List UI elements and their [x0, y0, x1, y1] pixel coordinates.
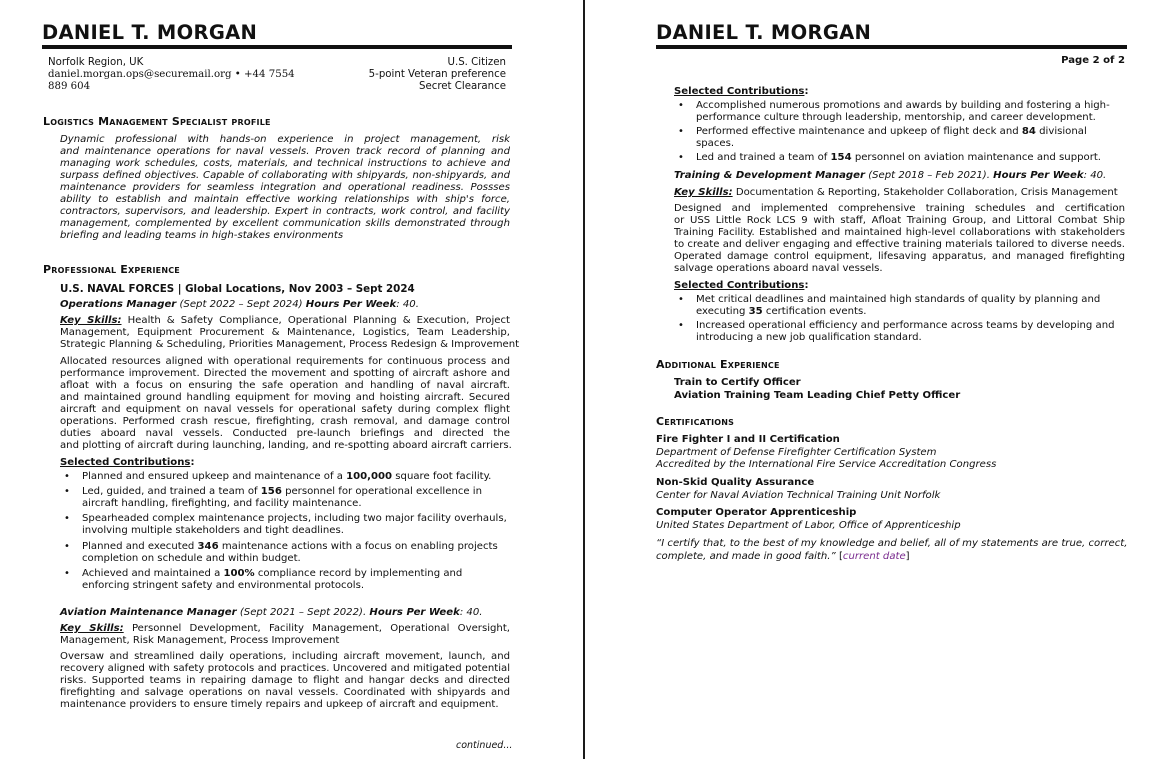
header-rule	[42, 45, 512, 49]
role2-title: Aviation Maintenance Manager	[60, 607, 237, 618]
certification-item	[656, 434, 996, 472]
citizenship: U.S. Citizen	[447, 57, 506, 68]
current-date-placeholder[interactable]: current date	[842, 550, 906, 562]
desc-line: maintenance providers to ensure timely repairs and upkeep of aircraft and equipment.	[60, 698, 499, 710]
role3-description	[674, 203, 1125, 275]
profile-line: maintenance providers for seamless integration and operational readiness. Possses	[60, 181, 510, 193]
role3-title: Training & Development Manager	[674, 170, 865, 181]
desc-line: and maintained ground handling equipment for moving and hoisting aircraft. Secured	[60, 391, 510, 403]
role1-dates: (Sept 2022 – Sept 2024)	[176, 299, 306, 310]
bullet-text: Performed effective maintenance and upkeep of flight deck and	[696, 125, 1022, 137]
page-number: Page 2 of 2	[1061, 55, 1125, 66]
list-item	[674, 320, 1125, 344]
contributions-label: Selected Contributions	[674, 280, 805, 291]
bullet-text: divisional spaces.	[696, 125, 1087, 149]
role3-hours-value: : 40.	[1083, 170, 1107, 181]
continued-note: continued...	[456, 740, 513, 751]
candidate-name: DANIEL T. MORGAN	[42, 21, 258, 44]
skills-text: Health & Safety Compliance, Operational Planning & Execution, Project	[121, 315, 510, 326]
list-item	[674, 100, 1125, 124]
skills-text: Documentation & Reporting, Stakeholder Collaboration, Crisis Management	[732, 187, 1118, 198]
list-item	[60, 471, 510, 483]
role2-header	[60, 607, 482, 618]
additional-item: Aviation Training Team Leading Chief Petty Officer	[674, 390, 961, 401]
contact-location: Norfolk Region, UK	[48, 57, 144, 68]
key-skills-label: Key Skills:	[60, 315, 122, 326]
role2-description	[60, 651, 510, 711]
role1-hours-label: Hours Per Week	[305, 299, 397, 310]
skills-text: Management, Equipment Procurement & Maintenance, Logistics, Team Leadership,	[60, 326, 510, 338]
profile-line: briefing and leading teams in high-stakes environments	[60, 229, 344, 241]
desc-line: Allocated resources aligned with operational requirements for continuous process and	[60, 356, 510, 367]
bullet-figure: 100,000	[346, 471, 393, 482]
contributions-label: Selected Contributions	[60, 457, 191, 468]
bullet-figure: 156	[260, 486, 282, 498]
role1-hours-value: : 40.	[396, 299, 419, 310]
certification-title: Fire Fighter I and II Certification	[656, 434, 840, 445]
role2-hours-label: Hours Per Week	[369, 607, 460, 618]
certification-accreditor: Accredited by the International Fire Service Accreditation Congress	[656, 459, 997, 471]
role3-header	[674, 170, 1106, 181]
additional-experience-heading: Additional Experience	[656, 358, 780, 371]
skills-text: Personnel Development, Facility Management, Operational Oversight,	[131, 623, 510, 634]
contributions-heading: Selected Contributions:	[674, 280, 809, 291]
bullet-text: Planned and executed	[82, 540, 198, 552]
list-item	[60, 568, 510, 592]
desc-line: aircraft and equipment on naval vessels for operational safety during complex flight	[60, 403, 510, 415]
certification-title: Non-Skid Quality Assurance	[656, 477, 815, 488]
header-rule	[656, 45, 1127, 49]
profile-heading: Logistics Management Specialist profile	[43, 115, 271, 128]
contributions-heading: Selected Contributions:	[60, 457, 195, 468]
profile-line: and maintenance operations for naval vessels. Proven track record of planning and	[60, 145, 510, 157]
desc-line: risks. Supported teams in repairing damage to flight and hangar decks and directed	[60, 674, 510, 686]
certification-title: Computer Operator Apprenticeship	[656, 507, 857, 518]
experience-heading: Professional Experience	[43, 263, 180, 276]
contact-block-right	[369, 56, 506, 92]
desc-line: duties aboard naval vessels. Conducted pre-launch briefings and directed the	[60, 427, 510, 439]
desc-line: recovery aligned with safety protocols and practices. Uncovered and mitigated potential	[60, 662, 510, 674]
statement-line: complete, and made in good faith.”	[656, 550, 836, 562]
role2-dates: (Sept 2021 – Sept 2022).	[236, 607, 370, 618]
key-skills-label: Key Skills:	[60, 623, 124, 634]
clearance: Secret Clearance	[418, 80, 506, 92]
role2-key-skills	[60, 623, 510, 647]
role3-hours-label: Hours Per Week	[993, 170, 1084, 181]
list-item	[60, 513, 510, 537]
desc-line: Oversaw and streamlined daily operations, including aircraft movement, launch, and	[60, 651, 510, 662]
certifications-heading: Certifications	[656, 415, 735, 428]
contact-block-left	[48, 56, 295, 92]
desc-line: firefighting and salvage operations on naval vessels. Coordinated with shipyards and	[60, 686, 510, 698]
profile-line: contractors, supervisors, and leadership. Expert in contracts, work control, and facility	[60, 205, 510, 217]
role1-header	[60, 299, 419, 310]
additional-item: Train to Certify Officer	[674, 377, 801, 388]
bullet-text: Met critical deadlines and maintained high standards of quality by planning and executing	[696, 294, 1101, 317]
profile-line: managing work schedules, costs, materials, and technical instructions to achieve and	[60, 157, 510, 169]
desc-line: and plotting of aircraft during launching, landing, and re-spotting aboard aircraft carriers.	[60, 439, 512, 451]
bullet-text: Spearheaded complex maintenance projects, including two major facility overhauls, involving multiple stakeholders and tight deadlines.	[82, 513, 507, 537]
bullet-text: personnel for operational excellence in aircraft handling, firefighting, and facility maintenance.	[82, 486, 483, 510]
desc-line: afloat with a focus on ensuring the safe operation and handling of naval aircraft.	[60, 379, 510, 391]
bullet-figure: 35	[748, 305, 763, 317]
bullet-text: Achieved and maintained a	[82, 567, 224, 579]
desc-line: Operated damage control equipment, lifesaving apparatus, and managed firefighting	[674, 250, 1125, 262]
bullet-text: maintenance actions with a focus on enabling projects completion on schedule and within budget.	[82, 540, 498, 564]
role1-contributions-list	[60, 471, 510, 595]
contributions-label: Selected Contributions	[674, 86, 805, 97]
skills-text: Strategic Planning & Scheduling, Priorities Management, Process Redesign & Improvement	[60, 338, 520, 350]
profile-summary	[60, 134, 510, 241]
list-item	[674, 126, 1125, 150]
bullet-text: Accomplished numerous promotions and awards by building and fostering a high-performance culture through leadership, mentorship, and career development.	[696, 100, 1110, 123]
bullet-text: personnel on aviation maintenance and support.	[851, 151, 1102, 163]
veteran-preference: 5-point Veteran preference	[368, 68, 506, 80]
desc-line: performance improvement. Directed the movement and spotting of aircraft ashore and	[60, 367, 510, 379]
bullet-text: Led, guided, and trained a team of	[82, 486, 261, 498]
bullet-figure: 346	[197, 540, 219, 552]
role1-key-skills	[60, 315, 520, 351]
certification-item	[656, 507, 961, 532]
role2-contributions-list	[674, 100, 1125, 166]
desc-line: or USS Little Rock LCS 9 with staff, Afloat Training Group, and Littoral Combat Ship	[674, 214, 1125, 226]
certification-issuer: Center for Naval Aviation Technical Training Unit Norfolk	[656, 489, 941, 501]
bullet-figure: 154	[830, 151, 852, 163]
role3-contributions-list	[674, 294, 1125, 346]
profile-line: management, complemented by excellent communication skills demonstrated through	[60, 217, 510, 229]
list-item	[60, 541, 510, 565]
list-item	[674, 294, 1125, 318]
profile-line: ability to establish and maintain effective working relationships with ship's force,	[60, 193, 510, 205]
role2-hours-value: : 40.	[459, 607, 483, 618]
contact-email-phone: daniel.morgan.ops@securemail.org • +44 7554	[48, 68, 295, 80]
key-skills-label: Key Skills:	[674, 187, 733, 198]
bullet-text: Increased operational efficiency and performance across teams by developing and introducing a new job qualification standard.	[696, 319, 1115, 343]
desc-line: Training Facility. Established and maintained high-level collaborations with stakeholders	[674, 226, 1125, 238]
contact-phone-cont: 889 604	[48, 80, 91, 92]
bullet-figure: 100%	[223, 567, 255, 579]
profile-line: Dynamic professional with hands-on experience in project management, risk	[60, 134, 510, 145]
skills-text: Management, Risk Management, Process Improvement	[60, 634, 340, 646]
employer-line: U.S. NAVAL FORCES | Global Locations, Nov 2003 – Sept 2024	[60, 283, 415, 295]
bullet-text: compliance record by implementing and enforcing stringent safety and environmental protocols.	[82, 567, 463, 591]
candidate-name: DANIEL T. MORGAN	[656, 21, 872, 44]
desc-line: Designed and implemented comprehensive training schedules and certification	[674, 203, 1125, 214]
certification-item	[656, 477, 940, 502]
desc-line: to create and deliver engaging and effective training materials tailored to diverse needs.	[674, 238, 1125, 250]
statement-line: “I certify that, to the best of my knowledge and belief, all of my statements are true, correct,	[656, 538, 1128, 549]
profile-line: surpass defined objectives. Capable of collaborating with shipyards, non-shipyards, and	[60, 169, 510, 181]
role1-title: Operations Manager	[60, 299, 177, 310]
bullet-text: certification events.	[762, 305, 867, 317]
bullet-text: Planned and ensured upkeep and maintenance of a	[82, 471, 347, 482]
role3-dates: (Sept 2018 – Feb 2021).	[864, 170, 994, 181]
bullet-text: square foot facility.	[392, 471, 492, 482]
list-item	[60, 486, 510, 510]
role3-key-skills	[674, 187, 1118, 198]
desc-line: operations. Performed crash rescue, firefighting, crash removal, and damage control	[60, 415, 510, 427]
bullet-figure: 84	[1021, 125, 1036, 137]
bracket: [	[835, 550, 843, 562]
list-item	[674, 152, 1125, 164]
certification-issuer: United States Department of Labor, Office of Apprenticeship	[656, 519, 961, 531]
resume-page-1	[0, 0, 583, 759]
role1-description	[60, 356, 510, 452]
bracket: ]	[905, 550, 910, 562]
certification-statement	[656, 538, 1127, 563]
resume-page-2	[585, 0, 1169, 759]
contributions-heading: Selected Contributions:	[674, 86, 809, 97]
desc-line: salvage operations aboard naval vessels.	[674, 262, 883, 274]
bullet-text: Led and trained a team of	[696, 151, 831, 163]
certification-issuer: Department of Defense Firefighter Certification System	[656, 446, 937, 458]
